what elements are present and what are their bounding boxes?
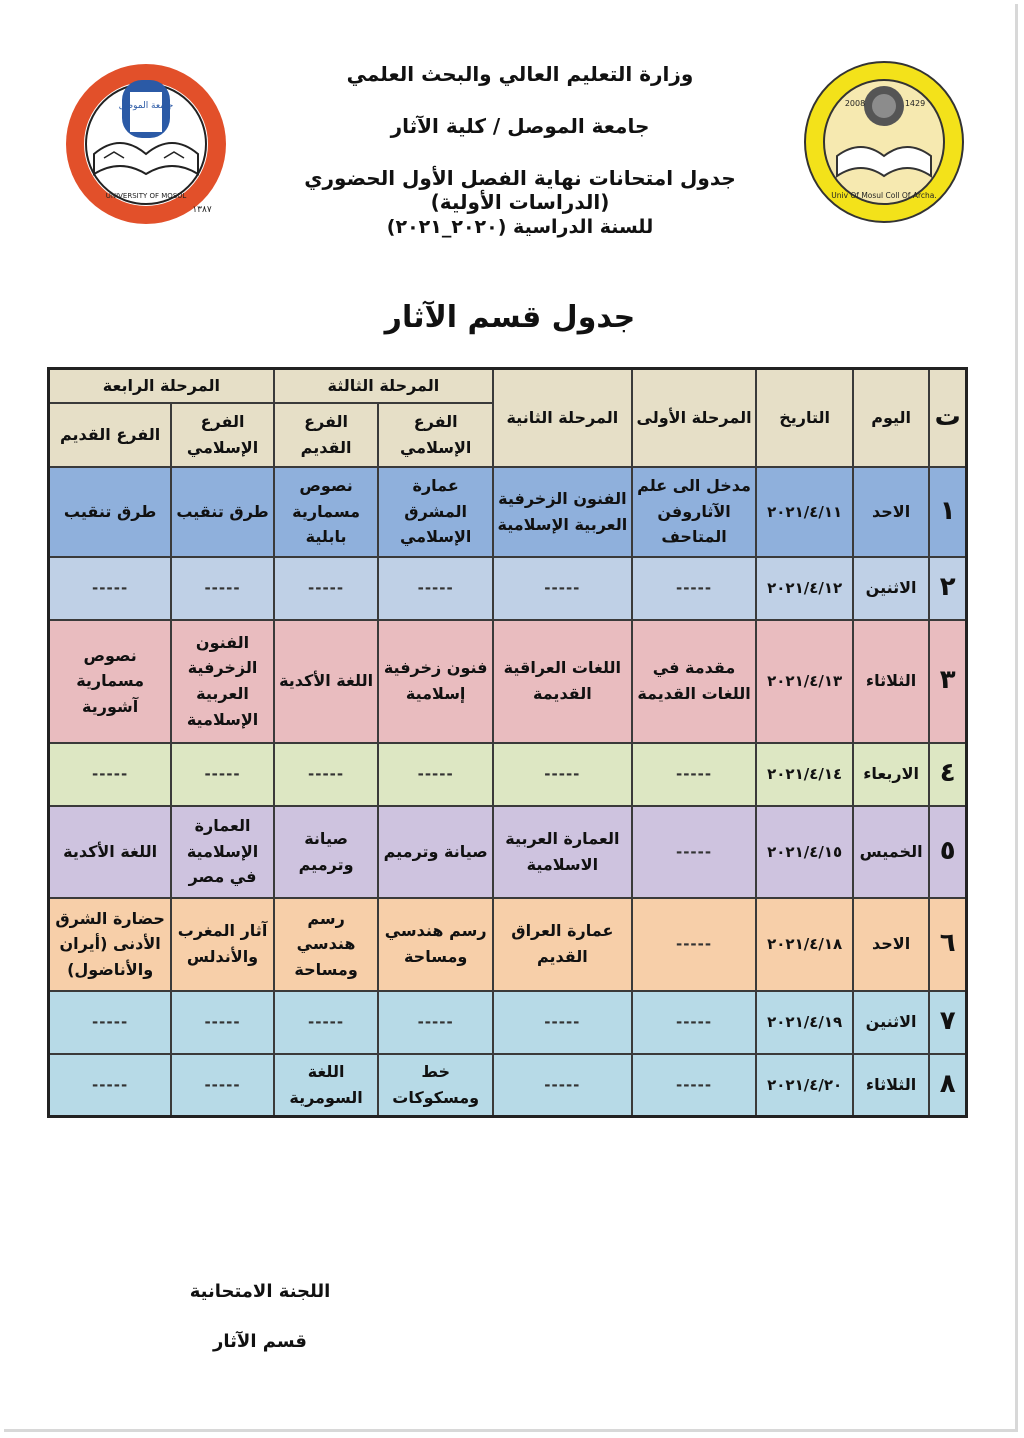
header-s3-ancient: الفرع القديم xyxy=(274,403,379,467)
row-num: ٥ xyxy=(929,806,966,898)
cell-s3-islamic: رسم هندسي ومساحة xyxy=(378,898,493,991)
academic-year: للسنة الدراسية (٢٠٢٠_٢٠٢١) xyxy=(386,216,654,238)
table-row xyxy=(49,806,967,898)
cell-s3-ancient: ----- xyxy=(274,991,379,1054)
header-s4-islamic: الفرع الإسلامي xyxy=(171,403,274,467)
cell-s4-islamic: الفنون الزخرفية العربية الإسلامية xyxy=(171,620,274,743)
row-date: ٢٠٢١/٤/١١ xyxy=(756,467,853,557)
cell-s4-islamic: العمارة الإسلامية في مصر xyxy=(171,806,274,898)
table-row xyxy=(49,557,967,620)
cell-s3-ancient: نصوص مسمارية بابلية xyxy=(274,467,379,557)
university-college-title: جامعة الموصل / كلية الآثار xyxy=(390,114,650,138)
cell-s3-islamic: صيانة وترميم xyxy=(378,806,493,898)
row-day: الثلاثاء xyxy=(853,1054,929,1117)
table-row xyxy=(49,898,967,991)
row-day: الاحد xyxy=(853,898,929,991)
cell-s4-islamic: ----- xyxy=(171,991,274,1054)
row-date: ٢٠٢١/٤/١٢ xyxy=(756,557,853,620)
cell-s3-ancient: ----- xyxy=(274,743,379,806)
header-stage4: المرحلة الرابعة xyxy=(49,369,274,403)
cell-s3-islamic: ----- xyxy=(378,743,493,806)
header-stage3: المرحلة الثالثة xyxy=(274,369,493,403)
cell-stage2: ----- xyxy=(493,743,632,806)
row-date: ٢٠٢١/٤/١٥ xyxy=(756,806,853,898)
row-day: الاربعاء xyxy=(853,743,929,806)
cell-s4-ancient: ----- xyxy=(49,557,172,620)
cell-s4-ancient: ----- xyxy=(49,1054,172,1117)
cell-stage1: ----- xyxy=(632,898,757,991)
row-date: ٢٠٢١/٤/١٨ xyxy=(756,898,853,991)
row-day: الاثنين xyxy=(853,557,929,620)
cell-stage1: مقدمة في اللغات القديمة xyxy=(632,620,757,743)
row-num: ٢ xyxy=(929,557,966,620)
table-row xyxy=(49,991,967,1054)
cell-s3-islamic: عمارة المشرق الإسلامي xyxy=(378,467,493,557)
left-logo-arabic-text: جامعة الموصل xyxy=(118,101,174,111)
cell-s4-islamic: ----- xyxy=(171,557,274,620)
row-num: ٦ xyxy=(929,898,966,991)
cell-stage1: ----- xyxy=(632,991,757,1054)
university-of-mosul-logo xyxy=(64,62,228,226)
right-logo-year-2: 1429 xyxy=(904,99,926,108)
row-num: ٨ xyxy=(929,1054,966,1117)
header-stage2: المرحلة الثانية xyxy=(493,369,632,467)
cell-s4-ancient: طرق تنقيب xyxy=(49,467,172,557)
left-logo-year: ١٣٨٧ xyxy=(192,205,212,215)
right-logo-english-text: Univ Of Mosul Coll Of Archa. xyxy=(831,191,937,200)
row-day: الخميس xyxy=(853,806,929,898)
row-date: ٢٠٢١/٤/١٣ xyxy=(756,620,853,743)
header-s4-ancient: الفرع القديم xyxy=(49,403,172,467)
cell-stage2: الفنون الزخرفية العربية الإسلامية xyxy=(493,467,632,557)
cell-stage2: ----- xyxy=(493,557,632,620)
table-row xyxy=(49,620,967,743)
header-day: اليوم xyxy=(853,369,929,467)
cell-stage1: ----- xyxy=(632,743,757,806)
left-logo-english-text: UNIVERSITY OF MOSUL xyxy=(105,192,187,200)
cell-s3-islamic: ----- xyxy=(378,991,493,1054)
cell-s3-ancient: رسم هندسي ومساحة xyxy=(274,898,379,991)
cell-stage2: ----- xyxy=(493,1054,632,1117)
row-day: الثلاثاء xyxy=(853,620,929,743)
cell-s3-ancient: اللغة السومرية xyxy=(274,1054,379,1117)
cell-s3-islamic: فنون زخرفية إسلامية xyxy=(378,620,493,743)
table-row xyxy=(49,743,967,806)
cell-s3-ancient: صيانة وترميم xyxy=(274,806,379,898)
cell-s3-islamic: ----- xyxy=(378,557,493,620)
header-num: ت xyxy=(929,369,966,467)
header-date: التاريخ xyxy=(756,369,853,467)
cell-s3-islamic: خط ومسكوكات xyxy=(378,1054,493,1117)
header-stage1: المرحلة الأولى xyxy=(632,369,757,467)
cell-s4-islamic: آثار المغرب والأندلس xyxy=(171,898,274,991)
cell-s4-ancient: ----- xyxy=(49,743,172,806)
row-date: ٢٠٢١/٤/١٩ xyxy=(756,991,853,1054)
cell-s4-ancient: نصوص مسمارية آشورية xyxy=(49,620,172,743)
cell-stage2: اللغات العراقية القديمة xyxy=(493,620,632,743)
exam-committee-label: اللجنة الامتحانية xyxy=(189,1281,331,1302)
row-num: ١ xyxy=(929,467,966,557)
cell-s4-ancient: ----- xyxy=(49,991,172,1054)
cell-s4-islamic: ----- xyxy=(171,743,274,806)
table-row xyxy=(49,467,967,557)
cell-stage2: عمارة العراق القديم xyxy=(493,898,632,991)
header-row-groups xyxy=(49,369,967,403)
row-day: الاثنين xyxy=(853,991,929,1054)
exam-schedule-table xyxy=(47,367,968,1118)
row-num: ٧ xyxy=(929,991,966,1054)
cell-s4-ancient: اللغة الأكدية xyxy=(49,806,172,898)
row-date: ٢٠٢١/٤/١٤ xyxy=(756,743,853,806)
row-num: ٣ xyxy=(929,620,966,743)
college-of-archaeology-logo xyxy=(803,60,965,224)
row-num: ٤ xyxy=(929,743,966,806)
cell-stage2: العمارة العربية الاسلامية xyxy=(493,806,632,898)
cell-stage1: ----- xyxy=(632,806,757,898)
ministry-title: وزارة التعليم العالي والبحث العلمي xyxy=(346,62,694,86)
department-title: جدول قسم الآثار xyxy=(384,300,636,335)
row-date: ٢٠٢١/٤/٢٠ xyxy=(756,1054,853,1117)
cell-s3-ancient: اللغة الأكدية xyxy=(274,620,379,743)
department-signature-label: قسم الآثار xyxy=(213,1331,307,1352)
cell-s3-ancient: ----- xyxy=(274,557,379,620)
cell-s4-islamic: طرق تنقيب xyxy=(171,467,274,557)
cell-stage2: ----- xyxy=(493,991,632,1054)
right-logo-year-1: 2008 xyxy=(844,99,866,108)
cell-s4-islamic: ----- xyxy=(171,1054,274,1117)
table-row xyxy=(49,1054,967,1117)
cell-stage1: مدخل الى علم الآثاروفن المتاحف xyxy=(632,467,757,557)
cell-stage1: ----- xyxy=(632,557,757,620)
cell-stage1: ----- xyxy=(632,1054,757,1117)
exam-schedule-title: جدول امتحانات نهاية الفصل الأول الحضوري (الدراسات الأولية) xyxy=(304,166,736,214)
cell-s4-ancient: حضارة الشرق الأدنى (أيران والأناضول) xyxy=(49,898,172,991)
row-day: الاحد xyxy=(853,467,929,557)
header-s3-islamic: الفرع الإسلامي xyxy=(378,403,493,467)
